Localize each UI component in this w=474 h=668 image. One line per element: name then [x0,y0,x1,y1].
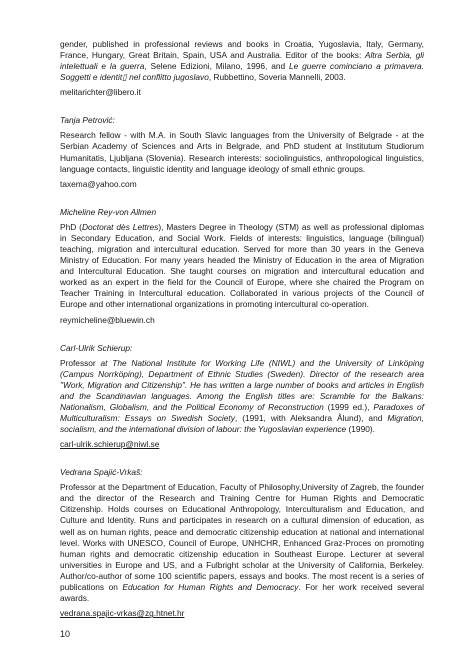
text-run: . For her work received several awards. [60,582,425,604]
intro-entry [60,39,424,98]
text-run: gender, published in professional reviews and books in Croatia, Yugoslavia, Italy, Germany, France, Hungary, Great Britain, Spain, USA and Australia. Editor of the books: [60,39,424,61]
italic-text-run: Le guerre cominciano a primavera. Soggetti e identit▯ nel conflitto jugoslavo [60,61,424,83]
document-page [60,39,424,619]
author-email[interactable]: reymicheline@bluewin.ch [60,314,155,325]
italic-text-run: Doctorat dès Lettres [81,221,159,232]
author-entry [60,207,424,326]
text-run: Professor [60,357,101,368]
italic-text-run: Paradoxes of Multiculturalism: Essays on Swedish Society [60,401,424,423]
author-email[interactable]: vedrana.spajic-vrkas@zg.htnet.hr [60,608,185,619]
text-run: (1990). [346,424,375,435]
text-run: PhD ( [60,221,82,232]
author-bio [60,130,424,174]
text-run: Professor at the Department of Education, Faculty of Philosophy,University of Zagreb, the founder and the director of the Research and Training Centre for Human Rights and Democratic Citizenship. Holds courses on Educational Anthropology, Interculturalism and Education, and Culture and Identity. Runs and participates in research on a cultural dimension of education, as well as on human rights, peace and democratic citizenship education at national and international level. Works with UNESCO, Council of Europe, UNHCHR, Enhanced Graz-Proces on promoting human rights and democratic citizenship education in Southeast Europe. Lecturer at several universities in Europe and US, and a Fulbright scholar at the University of California, Berkeley. Author/co-author of some 100 scientific papers, essays and books. The most recent is a series of publications on [60,482,424,592]
italic-text-run: at The National Institute for Working Life (NIWL) and the University of Linköping (Campus Norrköping), Department of Ethnic Studies (Sweden). Director of the research area "Work, Migration and Citizenship". He has written a large number of books and articles in English and the Scandinavian languages. Among the English titles are: Scramble for the Balkans: Nationalism, Globalism, and the Political Economy of Reconstruction [60,357,424,412]
author-bio [60,358,424,436]
author-entry [60,343,424,451]
author-name: Vedrana Spajić-Vrkaš: [60,467,143,478]
author-entry [60,467,424,619]
italic-text-run: Migration, socialism, and the international division of labour: the Yugoslavian experience [60,412,424,435]
text-run: , Rubbettino, Soveria Mannelli, 2003. [208,72,346,83]
author-email[interactable]: taxema@yahoo.com [60,178,137,189]
italic-text-run: Education for Human Rights and Democracy [122,582,299,592]
text-run: ), Masters Degree in Theology (STM) as well as professional diplomas in Secondary Education, and Social Work. Fields of interests: linguistics, language (bilingual) teaching, migration and intercultural education. Served for more than 30 years in the Geneva Ministry of Education. For many years headed the Ministry of Education in the area of Migration and Intercultural Education. She taught courses on migration and intercultural education and worked as an expert in the field for the Council of Europe, where she chaired the Program on Teacher Training in Intercultural education. Collaborated in various projects of the Council of Europe and other international organizations in promoting intercultural co-operation. [60,221,424,310]
text-run: Research fellow - with M.A. in South Slavic languages from the University of Belgrade - at the Serbian Academy of Sciences and Arts in Belgrade, and PhD student at Institutum Studiorum Humanitatis, Ljubljana (Slovenia). Research interests: sociolinguistics, anthropological linguistics, language contacts, linguistic identity and language ideology of small ethnic groups. [60,130,424,174]
author-bio [60,482,424,604]
italic-text-run: Altra Serbia, gli intelettuali e la guerra [60,50,424,72]
author-bio [60,222,424,311]
author-email[interactable]: carl-ulrik.schierup@niwl.se [60,439,160,450]
author-name: Micheline Rey-von Allmen [60,206,157,217]
text-run: , (1991, with Aleksandra Ålund), and [234,412,388,423]
text-run: (1999 ed.), [323,401,374,412]
author-name: Carl-Ulrik Schierup: [60,342,133,353]
author-name: Tanja Petrović: [60,115,115,126]
page-number: 10 [60,629,71,639]
intro-paragraph [60,39,424,83]
text-run: , Selene Edizioni, Milano, 1996, and [144,61,289,72]
intro-email[interactable]: melitarichter@libero.it [60,87,141,98]
author-entry [60,115,424,189]
